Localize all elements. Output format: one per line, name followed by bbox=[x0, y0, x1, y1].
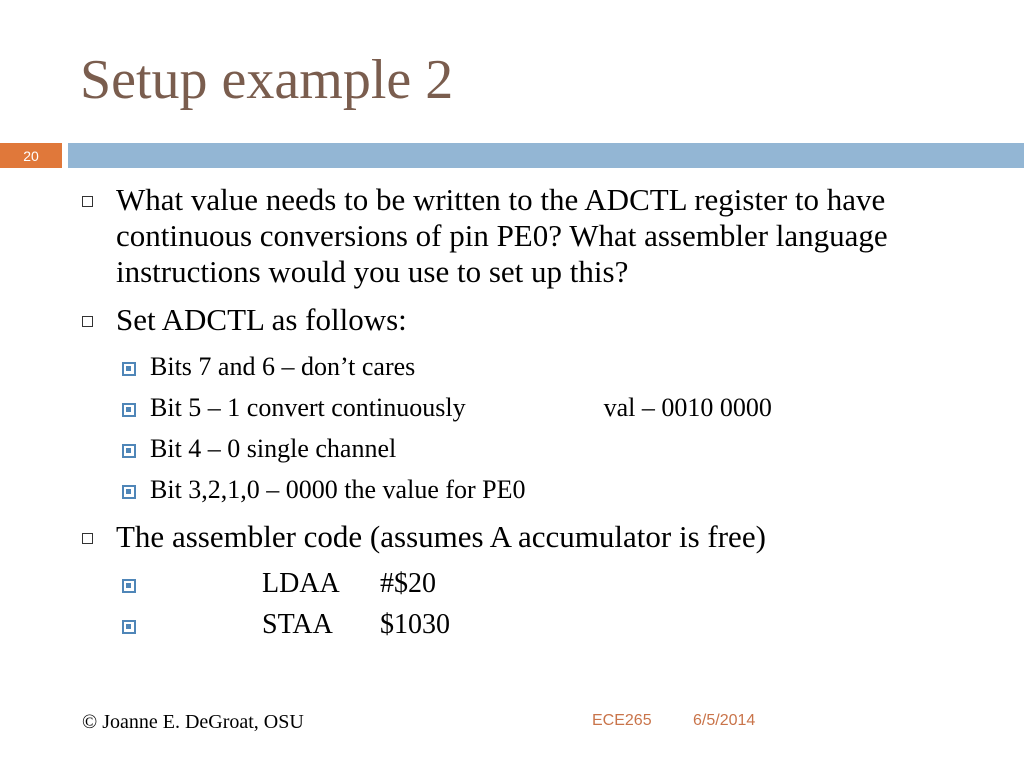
sub-bullet-text: Bit 3,2,1,0 – 0000 the value for PE0 bbox=[150, 475, 526, 504]
sub-bullet-item bbox=[80, 473, 980, 507]
code-line bbox=[80, 567, 980, 601]
bullet-item bbox=[80, 302, 980, 338]
code-operand: #$20 bbox=[380, 568, 436, 599]
sub-bullet-item bbox=[80, 391, 980, 425]
bullet-item bbox=[80, 519, 980, 555]
slide-number-badge bbox=[0, 143, 62, 168]
filled-square-bullet-icon bbox=[122, 444, 136, 458]
sub-bullet-text: Bit 4 – 0 single channel bbox=[150, 434, 397, 463]
bullet-item bbox=[80, 182, 980, 290]
filled-square-bullet-icon bbox=[122, 403, 136, 417]
sub-bullet-text: Bit 5 – 1 convert continuously bbox=[150, 393, 466, 422]
square-bullet-icon bbox=[82, 316, 93, 327]
sub-bullet-item bbox=[80, 432, 980, 466]
sub-bullet-item bbox=[80, 350, 980, 384]
slide-content bbox=[80, 182, 980, 649]
sub-bullet-text: Bits 7 and 6 – don’t cares bbox=[150, 352, 416, 381]
code-opcode: STAA bbox=[262, 609, 333, 640]
code-operand: $1030 bbox=[380, 609, 450, 640]
filled-square-bullet-icon bbox=[122, 579, 136, 593]
bullet-text: Set ADCTL as follows: bbox=[116, 302, 407, 337]
filled-square-bullet-icon bbox=[122, 362, 136, 376]
filled-square-bullet-icon bbox=[122, 485, 136, 499]
filled-square-bullet-icon bbox=[122, 620, 136, 634]
footer-course: ECE265 bbox=[592, 712, 652, 729]
footer-author: © Joanne E. DeGroat, OSU bbox=[82, 711, 304, 733]
bullet-text: What value needs to be written to the ADCTL register to have continuous conversions of pin PE0? What assembler language instructions would you use to set up this? bbox=[116, 182, 888, 289]
footer-date: 6/5/2014 bbox=[693, 712, 756, 729]
slide-title: Setup example 2 bbox=[80, 49, 454, 111]
square-bullet-icon bbox=[82, 196, 93, 207]
square-bullet-icon bbox=[82, 533, 93, 544]
register-value: val – 0010 0000 bbox=[603, 393, 772, 422]
slide-number: 20 bbox=[23, 147, 39, 164]
code-line bbox=[80, 608, 980, 642]
code-opcode: LDAA bbox=[262, 568, 340, 599]
header-bar bbox=[68, 143, 1024, 168]
bullet-text: The assembler code (assumes A accumulator is free) bbox=[116, 519, 766, 554]
